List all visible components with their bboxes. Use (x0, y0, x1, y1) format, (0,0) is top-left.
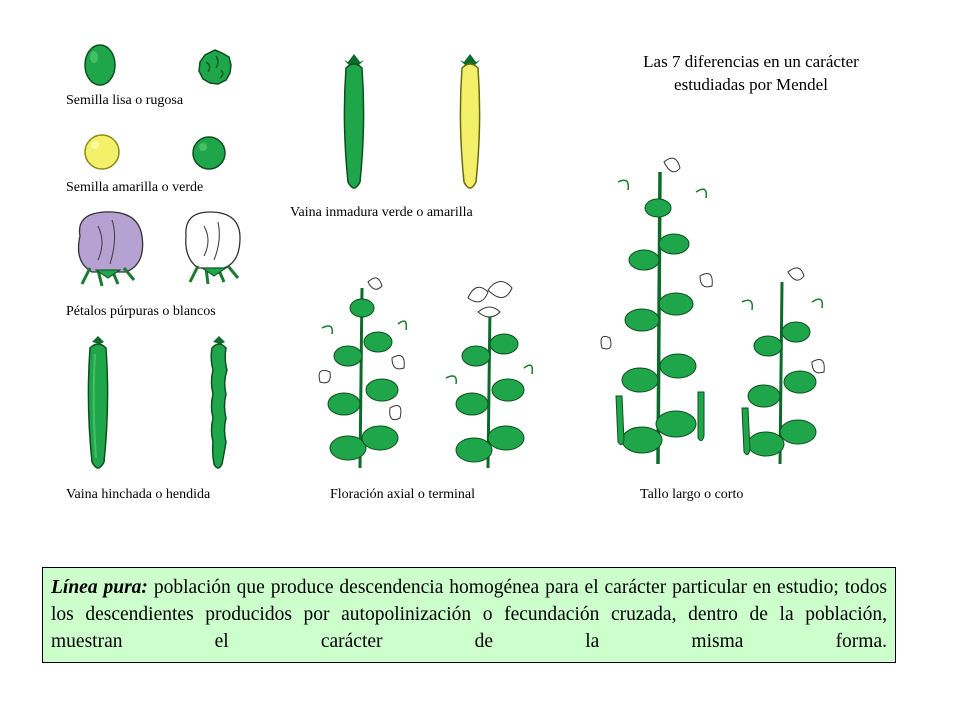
tall-plant-icon (596, 152, 726, 468)
flower-position-label: Floración axial o terminal (330, 487, 476, 502)
wrinkled-seed-icon (196, 48, 234, 86)
seed-color-label: Semilla amarilla o verde (66, 180, 204, 195)
yellow-pod-icon (450, 52, 490, 194)
flower-color-label: Pétalos púrpuras o blancos (66, 304, 216, 319)
constricted-pod-icon (202, 334, 236, 476)
pod-color-label: Vaina inmadura verde o amarilla (290, 205, 473, 220)
axial-plant-icon (308, 268, 418, 472)
round-seed-icon (82, 42, 118, 88)
seed-shape-label: Semilla lisa o rugosa (66, 93, 184, 108)
slide-title: Las 7 diferencias en un carácter estudiadas por Mendel (643, 52, 859, 94)
green-pod-icon (334, 52, 374, 194)
full-pod-icon (78, 334, 118, 476)
definition-term: Línea pura: (51, 577, 148, 598)
stem-length-label: Tallo largo o corto (640, 487, 744, 502)
green-seed-icon (190, 134, 228, 172)
purple-flower-icon (68, 206, 150, 288)
definition-text: población que produce descendencia homogénea para el carácter particular en estudio; todos los descendientes producidos por autopolinización o fecundación cruzada, dentro de la población, muestran el carácter de la misma forma. (51, 577, 887, 652)
pod-shape-label: Vaina hinchada o hendida (66, 487, 211, 502)
white-flower-icon (178, 206, 248, 286)
yellow-seed-icon (82, 132, 122, 172)
terminal-plant-icon (432, 268, 542, 472)
short-plant-icon (732, 262, 832, 468)
pure-line-definition (42, 567, 896, 663)
